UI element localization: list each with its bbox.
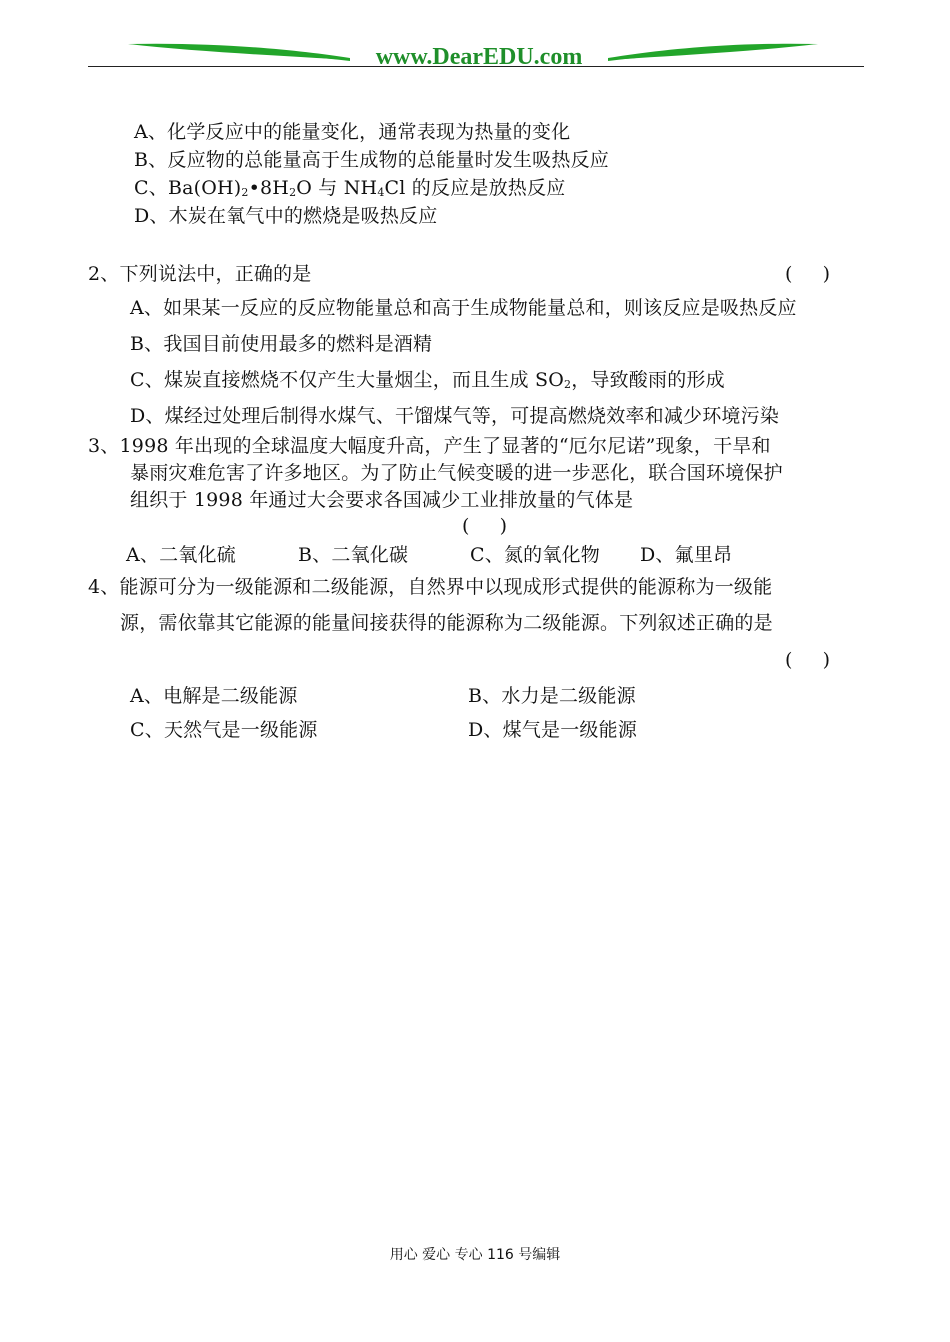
q2-option-c-part: ，导致酸雨的形成	[571, 369, 725, 391]
q4-option-c: C、天然气是一级能源	[130, 719, 318, 741]
q3-option-c: C、氮的氧化物	[470, 544, 600, 566]
q2-option-c-part: C、煤炭直接燃烧不仅产生大量烟尘，而且生成 SO	[130, 369, 564, 391]
q1-option-c-part: Cl 的反应是放热反应	[384, 177, 566, 199]
q3-option-a: A、二氧化硫	[126, 544, 236, 566]
q4-option-b: B、水力是二级能源	[468, 685, 636, 707]
q2-option-b: B、我国目前使用最多的燃料是酒精	[130, 333, 433, 355]
header-divider	[88, 66, 864, 67]
q4-option-a: A、电解是二级能源	[130, 685, 298, 707]
q2-option-a: A、如果某一反应的反应物能量总和高于生成物能量总和，则该反应是吸热反应	[130, 297, 797, 319]
q3-option-b: B、二氧化碳	[298, 544, 409, 566]
site-name: www.DearEDU.com	[375, 44, 583, 70]
q1-option-c	[134, 176, 565, 200]
q2-option-d: D、煤经过处理后制得水煤气、干馏煤气等，可提高燃烧效率和减少环境污染	[130, 405, 780, 427]
q4-option-d: D、煤气是一级能源	[468, 719, 638, 741]
q4-answer-blank: ( )	[785, 649, 831, 671]
q4-stem-line-1: 4、能源可分为一级能源和二级能源，自然界中以现成形式提供的能源称为一级能	[88, 576, 773, 598]
subscript: 4	[377, 186, 385, 199]
q3-answer-blank: ( )	[462, 515, 508, 537]
q1-option-a: A、化学反应中的能量变化，通常表现为热量的变化	[134, 121, 571, 143]
subscript: 2	[289, 186, 297, 199]
page-footer: 用心 爱心 专心 116 号编辑	[389, 1247, 561, 1263]
q1-option-c-part: O 与 NH	[296, 177, 378, 199]
q1-option-b: B、反应物的总能量高于生成物的总能量时发生吸热反应	[134, 149, 609, 171]
q2-answer-blank: ( )	[785, 263, 831, 285]
q3-stem-line-2: 暴雨灾难危害了许多地区。为了防止气候变暖的进一步恶化，联合国环境保护	[130, 462, 783, 484]
q1-option-c-part: C、Ba(OH)	[134, 177, 242, 199]
q2-stem: 2、下列说法中，正确的是	[88, 263, 312, 285]
q3-stem-line-1: 3、1998 年出现的全球温度大幅度升高，产生了显著的“厄尔尼诺”现象，干旱和	[88, 435, 771, 457]
subscript: 2	[563, 378, 572, 391]
q4-stem-line-2: 源，需依靠其它能源的能量间接获得的能源称为二级能源。下列叙述正确的是	[120, 612, 773, 634]
q1-option-c-part: •8H	[248, 177, 290, 199]
q1-option-d: D、木炭在氧气中的燃烧是吸热反应	[134, 205, 438, 227]
q2-option-c	[130, 368, 725, 392]
q3-stem-line-3: 组织于 1998 年通过大会要求各国减少工业排放量的气体是	[130, 489, 634, 511]
subscript: 2	[241, 186, 249, 199]
q3-option-d: D、氟里昂	[640, 544, 733, 566]
